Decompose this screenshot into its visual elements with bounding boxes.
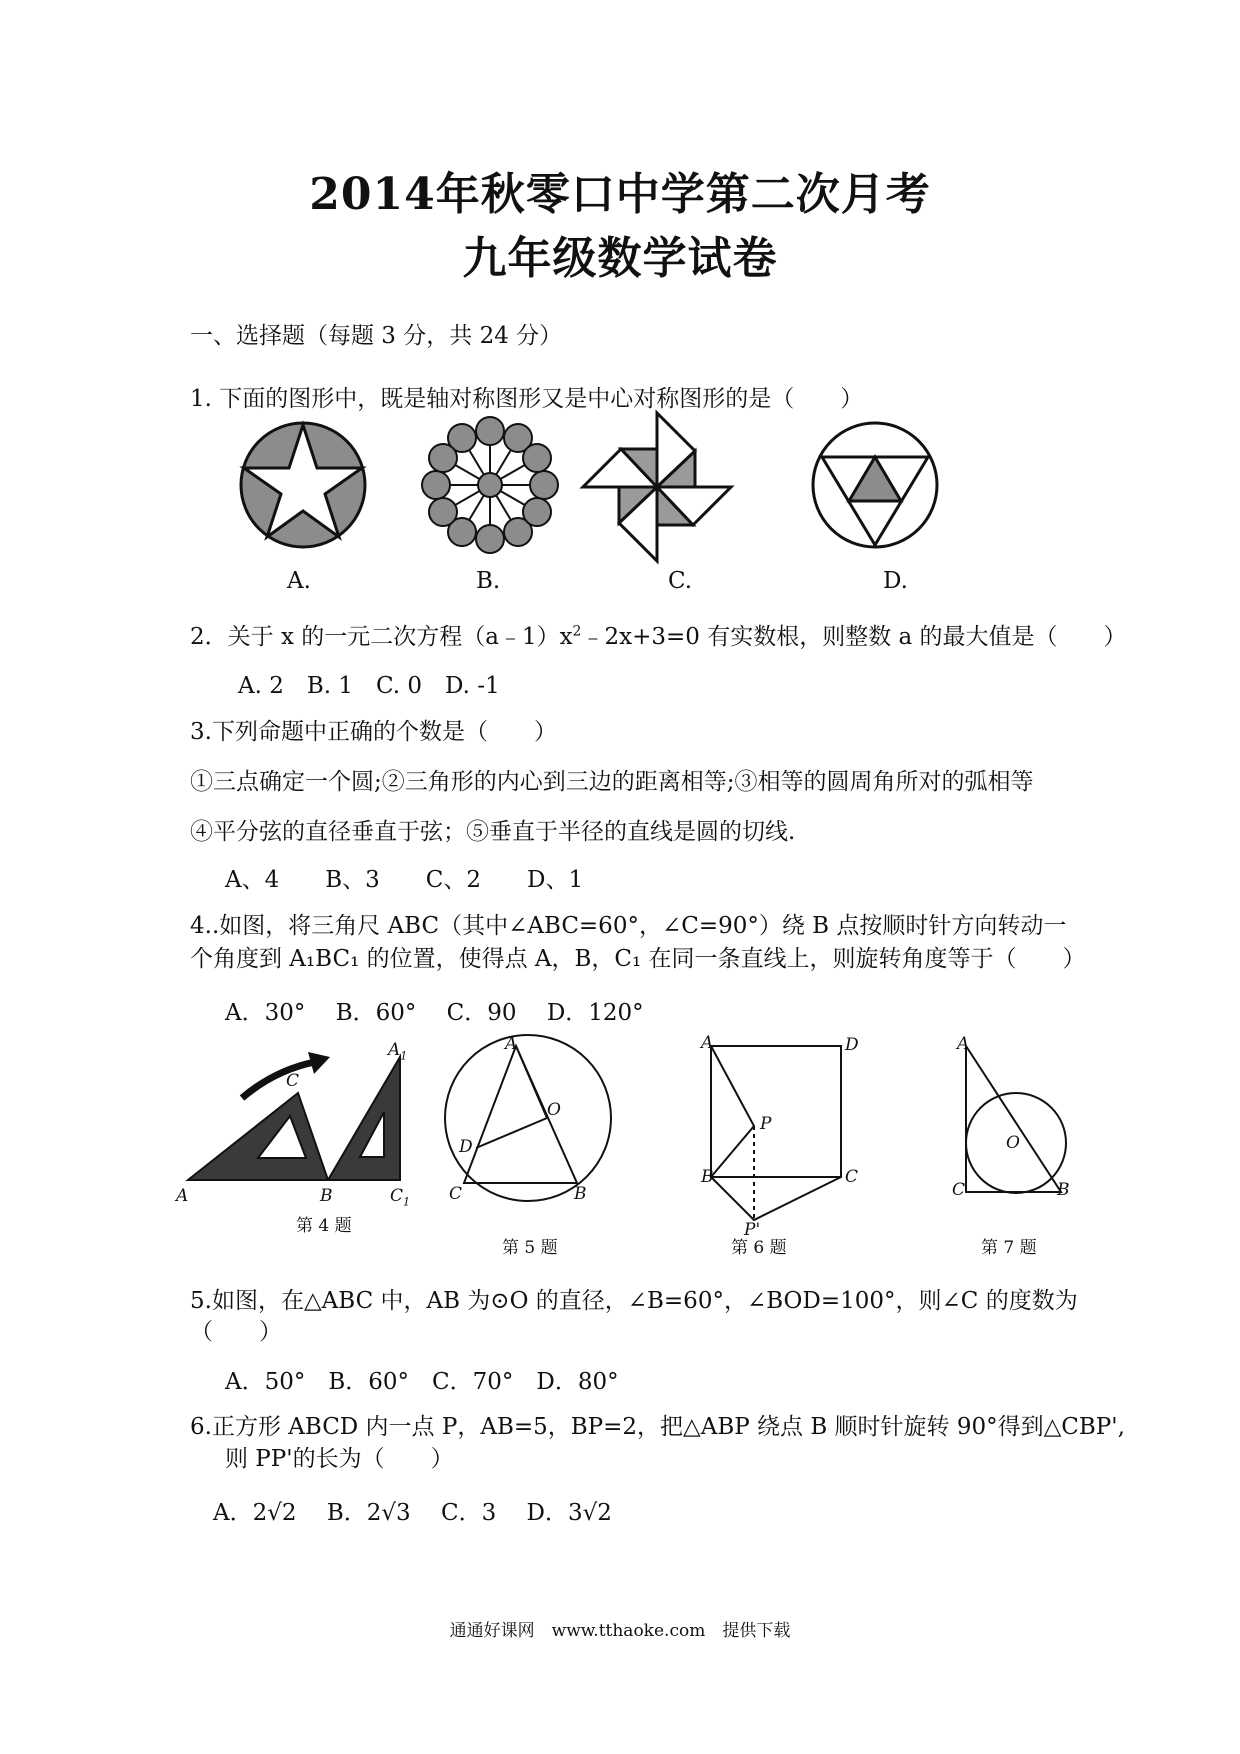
exam-title-line1: 2014年秋零口中学第二次月考 bbox=[309, 169, 931, 220]
q1-label-a: A. bbox=[287, 568, 311, 594]
question-3-stem: 3.下列命题中正确的个数是（ ） bbox=[190, 719, 557, 745]
fig6-label-p: P bbox=[760, 1114, 772, 1134]
question-1-stem: 1. 下面的图形中，既是轴对称图形又是中心对称图形的是（ ） bbox=[190, 386, 864, 412]
question-6-line2: 则 PP'的长为（ ） bbox=[225, 1446, 454, 1472]
fig4-caption: 第 4 题 bbox=[296, 1216, 352, 1236]
fig4-label-b: B bbox=[320, 1186, 333, 1206]
fig5-label-d: D bbox=[459, 1137, 473, 1157]
fig6-label-c: C bbox=[845, 1167, 859, 1187]
q1-label-c: C. bbox=[668, 568, 693, 594]
fig5-label-b: B bbox=[574, 1184, 587, 1204]
fig7-label-o: O bbox=[1006, 1133, 1020, 1153]
question-6-options: A．2√2 B．2√3 C．3 D．3√2 bbox=[213, 1500, 612, 1526]
question-2-stem: 2．关于 x 的一元二次方程$(a﹣1)x^2﹣2x+3=0$ 有实数根，则整数 a 的最大值是（ ） bbox=[190, 623, 1127, 650]
figure-6-square-rotation bbox=[711, 1046, 841, 1220]
figure-5-circle-triangle bbox=[445, 1035, 611, 1201]
question-3-statements-2: ④平分弦的直径垂直于弦；⑤垂直于半径的直线是圆的切线. bbox=[190, 819, 796, 845]
fig6-label-d: D bbox=[845, 1035, 859, 1055]
fig7-label-c: C bbox=[952, 1180, 966, 1200]
fig7-caption: 第 7 题 bbox=[981, 1238, 1037, 1258]
fig6-label-a: A bbox=[701, 1033, 714, 1053]
figure-7-incircle bbox=[966, 1046, 1066, 1193]
exam-title-line2: 九年级数学试卷 bbox=[462, 233, 778, 284]
fig7-label-b: B bbox=[1057, 1180, 1070, 1200]
fig4-label-c1: $C_1$ bbox=[390, 1186, 411, 1209]
fig6-caption: 第 6 题 bbox=[731, 1238, 787, 1258]
question-5-line1: 5.如图，在△ABC 中，AB 为⊙O 的直径，∠B=60°，∠BOD=100°，则∠C 的度数为 bbox=[190, 1288, 1078, 1314]
question-4-line1: 4..如图，将三角尺 ABC（其中∠ABC=60°，∠C=90°）绕 B 点按顺时针方向转动一 bbox=[190, 913, 1067, 939]
fig4-label-a1: $A_1$ bbox=[388, 1040, 408, 1063]
question-2-options: A. 2 B. 1 C. 0 D. -1 bbox=[238, 673, 500, 699]
fig5-caption: 第 5 题 bbox=[502, 1238, 558, 1258]
fig6-label-b: B bbox=[701, 1167, 714, 1187]
fig7-label-a: A bbox=[957, 1034, 970, 1054]
fig4-label-a: A bbox=[176, 1186, 189, 1206]
question-3-options: A、4 B、3 C、2 D、1 bbox=[225, 867, 584, 893]
fig5-label-a: A bbox=[505, 1034, 518, 1054]
fig6-label-p-prime: P' bbox=[744, 1220, 761, 1240]
fig5-label-o: O bbox=[547, 1100, 561, 1120]
section-heading: 一、选择题（每题 3 分，共 24 分） bbox=[190, 323, 563, 349]
footer-source: 通通好课网 www.tthaoke.com 提供下载 bbox=[449, 1621, 791, 1641]
question-5-options: A．50° B．60° C．70° D．80° bbox=[225, 1369, 619, 1395]
question-4-line2: 个角度到 A₁BC₁ 的位置，使得点 A，B，C₁ 在同一条直线上，则旋转角度等于（ ） bbox=[190, 946, 1086, 972]
fig5-label-c: C bbox=[449, 1184, 463, 1204]
q1-label-b: B. bbox=[476, 568, 501, 594]
question-5-line2: （ ） bbox=[190, 1319, 282, 1345]
q1-label-d: D. bbox=[883, 568, 908, 594]
question-3-statements-1: ①三点确定一个圆;②三角形的内心到三边的距离相等;③相等的圆周角所对的弧相等 bbox=[190, 769, 1034, 795]
question-6-line1: 6.正方形 ABCD 内一点 P，AB=5，BP=2，把△ABP 绕点 B 顺时针旋转 90°得到△CBP', bbox=[190, 1414, 1125, 1440]
fig4-label-c: C bbox=[286, 1071, 300, 1091]
question-4-options: A．30° B．60° C．90 D．120° bbox=[225, 1000, 644, 1026]
